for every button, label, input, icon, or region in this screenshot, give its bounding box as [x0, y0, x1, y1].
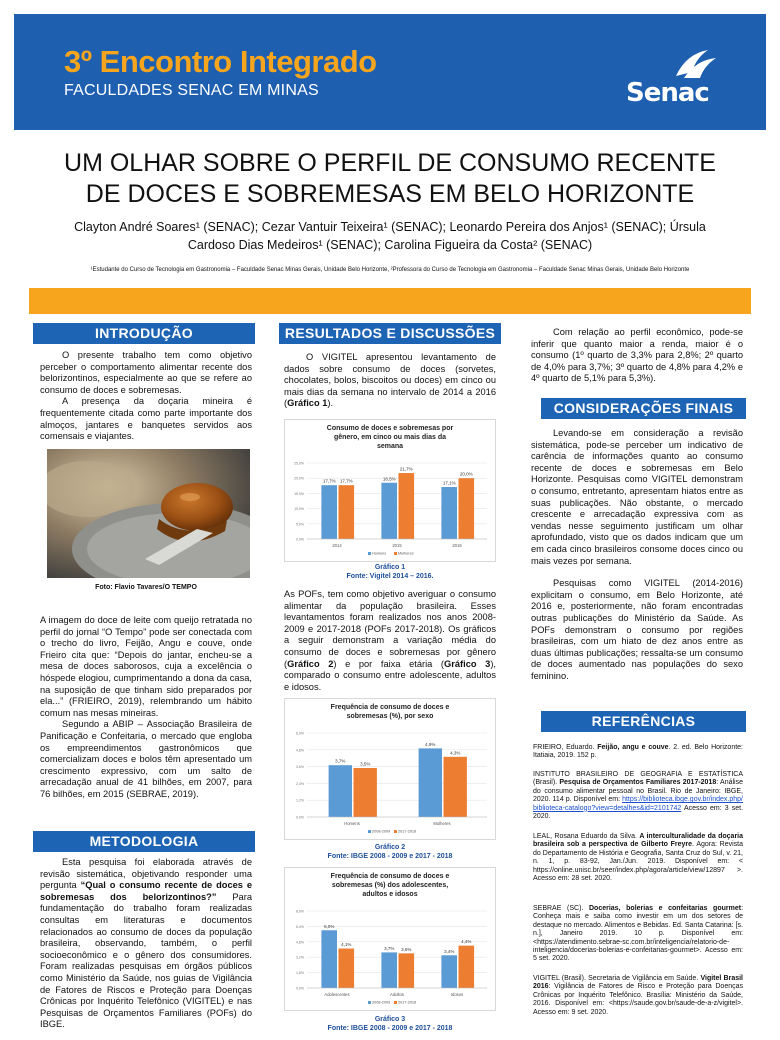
chart-3-caption-title: Gráfico 3	[374, 1016, 406, 1023]
chart-2-svg	[285, 699, 495, 839]
section-heading-method: METODOLOGIA	[33, 831, 255, 852]
ref-1-title: Feijão, angu e couve	[597, 744, 669, 751]
results-text-1c: ).	[327, 398, 334, 409]
chart-bar	[399, 953, 415, 988]
chart-1-svg	[285, 420, 495, 561]
chart-data-label: 6,0%	[324, 923, 335, 929]
chart-title-line: adultos e idosos	[362, 891, 418, 898]
chart-data-label: 4,1%	[341, 942, 352, 948]
ref-2-author: INSTITUTO BRASILEIRO DE GEOGRAFIA E ESTATÍSTICA (Brasil).	[533, 771, 743, 787]
results-ref-1: Gráfico 1	[287, 398, 328, 409]
chart-legend-swatch	[368, 1001, 371, 1004]
chart-3	[284, 867, 496, 1011]
authors-line-1: Clayton André Soares¹ (SENAC); Cezar Vantuir Teixeira¹ (SENAC); Leonardo Pereira dos Anjos¹ (SENAC); Úrsula	[74, 220, 706, 234]
chart-y-tick: 15,0%	[294, 491, 304, 496]
reference-2	[533, 771, 743, 821]
chart-legend-label: Homens	[372, 551, 387, 556]
section-heading-intro: INTRODUÇÃO	[33, 323, 255, 344]
method-text-a: Esta pesquisa foi elaborada através de revisão sistemática, objetivando responder uma pergunta	[40, 857, 252, 891]
chart-legend-label: 2017-2018	[398, 1000, 417, 1005]
title-line-1: UM OLHAR SOBRE O PERFIL DE CONSUMO RECENTE	[64, 149, 716, 177]
intro-paragraph-1: O presente trabalho tem como objetivo perceber o comportamento alimentar recente dos belorizontinos, especialmente ao que se refere ao consumo de doces e sobremesas.	[40, 350, 252, 395]
results-text-1a: O VIGITEL apresentou levantamento de dados sobre consumo de doces (sorvetes, chocolates, bolos, biscoitos ou doces) em cinco ou mais dias da semana no intervalo de 2014 a 2016 (	[284, 352, 496, 409]
chart-x-tick: Homens	[344, 821, 360, 826]
chart-y-tick: 1,2%	[296, 798, 304, 803]
title-line-2: DE DOCES E SOBREMESAS EM BELO HORIZONTE	[85, 180, 695, 208]
results-text-2a: As POFs, tem como objetivo averiguar o consumo alimentar da população brasileira. Esses levantamentos foram realizados nos anos 2008-2009 e 2017-2018 (POFs 2017-2018). Os gráficos a seguir demonstram a variação média do consumo de doces e sobremesas por gênero (	[284, 589, 496, 669]
chart-legend-label: Mulheres	[398, 551, 414, 556]
chart-1-caption-title: Gráfico 1	[374, 564, 406, 571]
chart-legend-swatch	[394, 1001, 397, 1004]
chart-data-label: 4,4%	[461, 939, 472, 945]
chart-y-tick: 8,0%	[296, 909, 304, 914]
chart-y-tick: 0,0%	[296, 986, 304, 991]
chart-x-tick: 2014	[332, 543, 342, 548]
reference-3	[533, 833, 743, 883]
chart-1-caption-source: Fonte: Vigitel 2014 – 2016.	[346, 572, 434, 580]
chart-bar	[321, 930, 337, 988]
intro-text-top	[40, 350, 252, 443]
ref-2-link[interactable]: https://biblioteca.ibge.gov.br/index.php/ biblioteca-catalogo?view=detalhes&id=2101742	[533, 796, 743, 812]
chart-data-label: 17,7%	[339, 478, 353, 484]
ref-4-info: : Conheça mais e saiba como investir em um dos setores de destaque no mercado. Alimentos e Bebidas. Ed. Santa Catarina: [s. n.], Janeiro 2019. 10 p. Disponível em: <https://atendimento.sebrae-sc.com.br/inteligencia/relatorio-de-inteligencia/docerias-bolerias-e-confeitarias-gourmet>. Acesso em: 5 set. 2020.	[533, 905, 744, 963]
chart-3-svg	[285, 868, 495, 1010]
divider-bar	[29, 288, 751, 314]
research-question: “Qual o consumo recente de doces e sobremesas dos belorizontinos?”	[40, 880, 252, 902]
doce-de-leite-photo	[47, 449, 250, 578]
results-text-2c: ) e por faixa etária (	[333, 658, 445, 669]
chart-data-label: 3,7%	[335, 758, 346, 764]
results-paragraph-1	[284, 352, 496, 410]
photo-caption: Foto: Flavio Tavares/O TEMPO	[95, 584, 197, 591]
conclusions-paragraph-2: Pesquisas como VIGITEL (2014-2016) explicitam o consumo, em Belo Horizonte, até 2016 e, posteriormente, não foram encontradas outras publicações do Ministério da Saúde. As POFs demonstram o consumo por regiões brasileiras, com um hiato de dez anos entre as duas últimas publicações; ressalta-se um consumo de doces aumentado nas populações do sexo feminino.	[531, 578, 743, 681]
chart-legend-label: 2008-2009	[372, 1000, 391, 1005]
intro-paragraph-4: Segundo a ABIP – Associação Brasileira de Panificação e Confeitaria, o mercado que engloba os empreendimentos gastronômicos que comercializam doces e bolos têm apresentado um crescimento expressivo, com um salto de arrecadação anual de 41 bilhões, em 2007, para 76 bilhões, em 2015 (SEBRAE, 2019).	[40, 719, 252, 799]
chart-data-label: 17,1%	[442, 480, 456, 486]
ref-2-access: Acesso em: 3 set. 2020.	[533, 804, 743, 821]
chart-legend-swatch	[394, 552, 397, 555]
ref-5-title: Vigitel Brasil 2016	[533, 975, 743, 991]
ref-2-title: Pesquisa de Orçamentos Familiares 2017-2018	[559, 779, 717, 787]
event-title: 3º Encontro Integrado	[64, 44, 377, 79]
ref-1-info: . 2. ed. Belo Horizonte: Itatiaia, 2019. 152 p.	[533, 744, 743, 760]
chart-data-label: 18,5%	[382, 476, 396, 482]
results-ref-2: Gráfico 2	[287, 658, 334, 669]
chart-legend-label: 2017-2018	[398, 829, 417, 834]
chart-title-line: semana	[376, 443, 404, 450]
chart-bar	[329, 765, 352, 817]
chart-2-caption	[284, 844, 496, 861]
chart-x-tick: 2015	[392, 543, 402, 548]
chart-y-tick: 6,4%	[296, 924, 304, 929]
chart-data-label: 17,7%	[322, 478, 336, 484]
chart-data-label: 4,9%	[425, 741, 436, 747]
method-text-b: Para fundamentação do trabalho foram realizadas consultas em literaturas e documentos relacionados ao consumo de doces da população brasileira, observando, também, o perfil socioeconômico e o gênero dos consumidores. Foram realizadas pesquisas em órgãos públicos como Ministério da Saúde, nos guias de Vigilância de Fatores de Riscos e Proteção para Doenças Crônicas por Inquérito Telefônico (VIGITEL) e nas Pesquisas de Orçamentos Familiares (POFs) do IBGE.	[40, 891, 252, 1030]
event-subtitle: FACULDADES SENAC EM MINAS	[64, 82, 319, 99]
dessert-image	[47, 449, 250, 578]
chart-3-caption-source: Fonte: IBGE 2008 - 2009 e 2017 - 2018	[327, 1024, 453, 1032]
ref-1-author: FRIEIRO, Eduardo.	[533, 744, 598, 751]
conclusions-text	[531, 428, 743, 682]
chart-legend-swatch	[368, 830, 371, 833]
intro-paragraph-2: A presença da doçaria mineira é frequentemente citada como parte importante dos almoços, jantares e banquetes servidos aos comensais e viajantes.	[40, 396, 252, 442]
chart-bar	[459, 478, 475, 539]
logo-text: Senac	[626, 78, 709, 108]
chart-y-tick: 5,0%	[296, 522, 304, 527]
intro-paragraph-3: A imagem do doce de leite com queijo retratada no perfil do jornal “O Tempo” pode ser conectada com o trecho do livro, Feijão, Angu e couve, onde Frieiro cita que: “Depois do jantar, encheu-se a mesa de doces saborosos, cuja a excelência o hóspede elogiou, cumprimentando a dona da casa, na suposição de que tinham sido preparados por ela...” (FRIEIRO, 2019), relembrando um hábito comum nas mesas mineiras.	[40, 615, 252, 718]
chart-2	[284, 698, 496, 840]
results-ref-3: Gráfico 3	[444, 658, 491, 669]
chart-bar	[339, 485, 355, 539]
chart-title-line: Frequência de consumo de doces e	[330, 873, 450, 880]
reference-4	[533, 905, 743, 964]
chart-x-tick: 2016	[452, 543, 462, 548]
affiliations: ¹Estudante do Curso de Tecnologia em Gastronomia – Faculdade Senac Minas Gerais, Unidade Belo Horizonte, ²Professora do Curso de Tecnologia em Gastronomia – Faculdade Senac Minas Gerais, Unidade Belo Horizonte	[90, 267, 690, 273]
chart-data-label: 4,3%	[450, 750, 461, 756]
chart-bar	[381, 952, 397, 988]
method-paragraph	[40, 857, 252, 1031]
chart-x-tick: Adultos	[390, 992, 404, 997]
chart-data-label: 20,0%	[459, 471, 473, 477]
chart-title-line: gênero, em cinco ou mais dias da	[333, 434, 447, 441]
chart-bar	[354, 768, 377, 817]
chart-1-caption	[284, 564, 496, 581]
reference-1	[533, 744, 743, 761]
chart-title-line: Consumo de doces e sobremesas por	[326, 425, 454, 432]
chart-y-tick: 25,0%	[294, 461, 304, 466]
authors-line-2: Cardoso Dias Medeiros¹ (SENAC); Carolina Figueira da Costa² (SENAC)	[187, 238, 593, 252]
ref-2-info: : Análise do consumo alimentar pessoal no Brasil. Rio de Janeiro: IBGE, 2020. 114 p. Disponível em:	[533, 779, 744, 804]
header-banner	[14, 14, 766, 130]
econ-paragraph: Com relação ao perfil econômico, pode-se inferir que quanto maior a renda, maior é o consumo (1º quarto de 3,3% para 2,8%; 2º quarto de 4,0% para 3,7%; 3º quarto de 4,8% para 4,2% e 4º quarto de 5,1% para 5,3%).	[531, 327, 743, 384]
chart-title-line: Frequência de consumo de doces e	[330, 704, 450, 711]
ref-4-author: SEBRAE (SC).	[533, 905, 589, 912]
chart-bar	[381, 483, 397, 539]
authors	[40, 218, 740, 254]
method-text	[40, 857, 252, 1031]
chart-y-tick: 3,2%	[296, 955, 304, 960]
conclusions-paragraph-1: Levando-se em consideração a revisão sistemática, pode-se perceber um indicativo de carência de informações quanto ao consumo recente de doces e sobremesas em Belo Horizonte. Pesquisas como VIGITEL demonstram o consumo, entretanto, apresentam hiatos entre as suas publicações. Não obstante, o mercado crescente e arrecadação expressiva com as vendas nesse seguimento justificam um olhar aprofundado, visto que os dados indicam que um em cada cinco brasileiros consome doces cinco ou mais vezes por semana.	[531, 428, 743, 566]
section-heading-conclusions: CONSIDERAÇÕES FINAIS	[541, 398, 746, 419]
econ-text	[531, 327, 743, 385]
results-text-2e: ), comparado o consumo entre adolescente, adultos e idosos.	[284, 658, 497, 692]
poster-title	[14, 148, 766, 210]
chart-bar	[459, 946, 475, 988]
senac-logo	[626, 46, 736, 112]
chart-1	[284, 419, 496, 562]
chart-bar	[419, 748, 442, 817]
chart-y-tick: 20,0%	[294, 476, 304, 481]
chart-x-tick: Idosos	[450, 992, 464, 997]
chart-title-line: sobremesas (%) dos adolescentes,	[331, 882, 449, 889]
chart-legend-swatch	[368, 552, 371, 555]
chart-data-label: 3,5%	[360, 761, 371, 767]
chart-legend-label: 2008-2009	[372, 829, 391, 834]
intro-text-bottom	[40, 615, 252, 801]
section-heading-references: REFERÊNCIAS	[541, 711, 746, 732]
ref-4-title: Docerias, bolerias e confeitarias gourmet	[589, 905, 742, 912]
chart-y-tick: 4,8%	[296, 940, 304, 945]
chart-data-label: 3,7%	[384, 945, 395, 951]
chart-x-tick: Mulheres	[433, 821, 451, 826]
chart-y-tick: 10,0%	[294, 507, 304, 512]
chart-x-tick: Adolescentes	[324, 992, 350, 997]
chart-bar	[444, 757, 467, 817]
section-heading-results: RESULTADOS E DISCUSSÕES	[279, 323, 501, 344]
chart-bar	[339, 949, 355, 988]
ref-3-info: . Agora: Revista do Departamento de História e Geografia, Santa Cruz do Sul, v. 21, n. 1, p. 83-92, Jan./Jun. 2019. Disponível em: < https://online.unisc.br/seer/index.php/agora/article/view/12897 >. Acesso em: 28 set. 2020.	[533, 841, 743, 883]
chart-bar	[441, 487, 457, 539]
chart-y-tick: 2,4%	[296, 781, 304, 786]
chart-bar	[441, 955, 457, 988]
chart-y-tick: 6,0%	[296, 731, 304, 736]
results-paragraph-2	[284, 589, 496, 693]
chart-y-tick: 4,8%	[296, 748, 304, 753]
chart-y-tick: 1,6%	[296, 971, 304, 976]
ref-3-title: A intercult​uralidade da doçaria brasileira sob a perspectiva de Gilberto Freyre	[533, 833, 744, 849]
chart-data-label: 3,6%	[401, 946, 412, 952]
chart-bar	[321, 485, 337, 539]
ref-5-info: : Vigilância de Fatores de Risco e Proteção para Doenças Crônicas por Inquérito Telefônico. Brasília: Ministério da Saúde, 2016. Disponível em: <https://saude.gov.br/saude-de-a-z/vigitel>. Acesso em: 9 set. 2020.	[533, 983, 743, 1016]
chart-legend-swatch	[394, 830, 397, 833]
chart-y-tick: 0,0%	[296, 537, 304, 542]
chart-title-line: sobremesas (%), por sexo	[346, 713, 434, 720]
chart-2-caption-title: Gráfico 2	[374, 844, 406, 851]
chart-3-caption	[284, 1016, 496, 1033]
reference-5	[533, 975, 743, 1017]
chart-data-label: 3,4%	[444, 948, 455, 954]
ref-5-author: VIGITEL (Brasil). Secretaria de Vigilância em Saúde.	[533, 975, 701, 982]
chart-bar	[399, 473, 415, 539]
chart-y-tick: 3,6%	[296, 765, 304, 770]
chart-data-label: 21,7%	[399, 466, 413, 472]
chart-2-caption-source: Fonte: IBGE 2008 - 2009 e 2017 - 2018	[327, 852, 453, 860]
chart-y-tick: 0,0%	[296, 815, 304, 820]
ref-3-author: LEAL, Rosana Eduardo da Silva.	[533, 833, 640, 840]
